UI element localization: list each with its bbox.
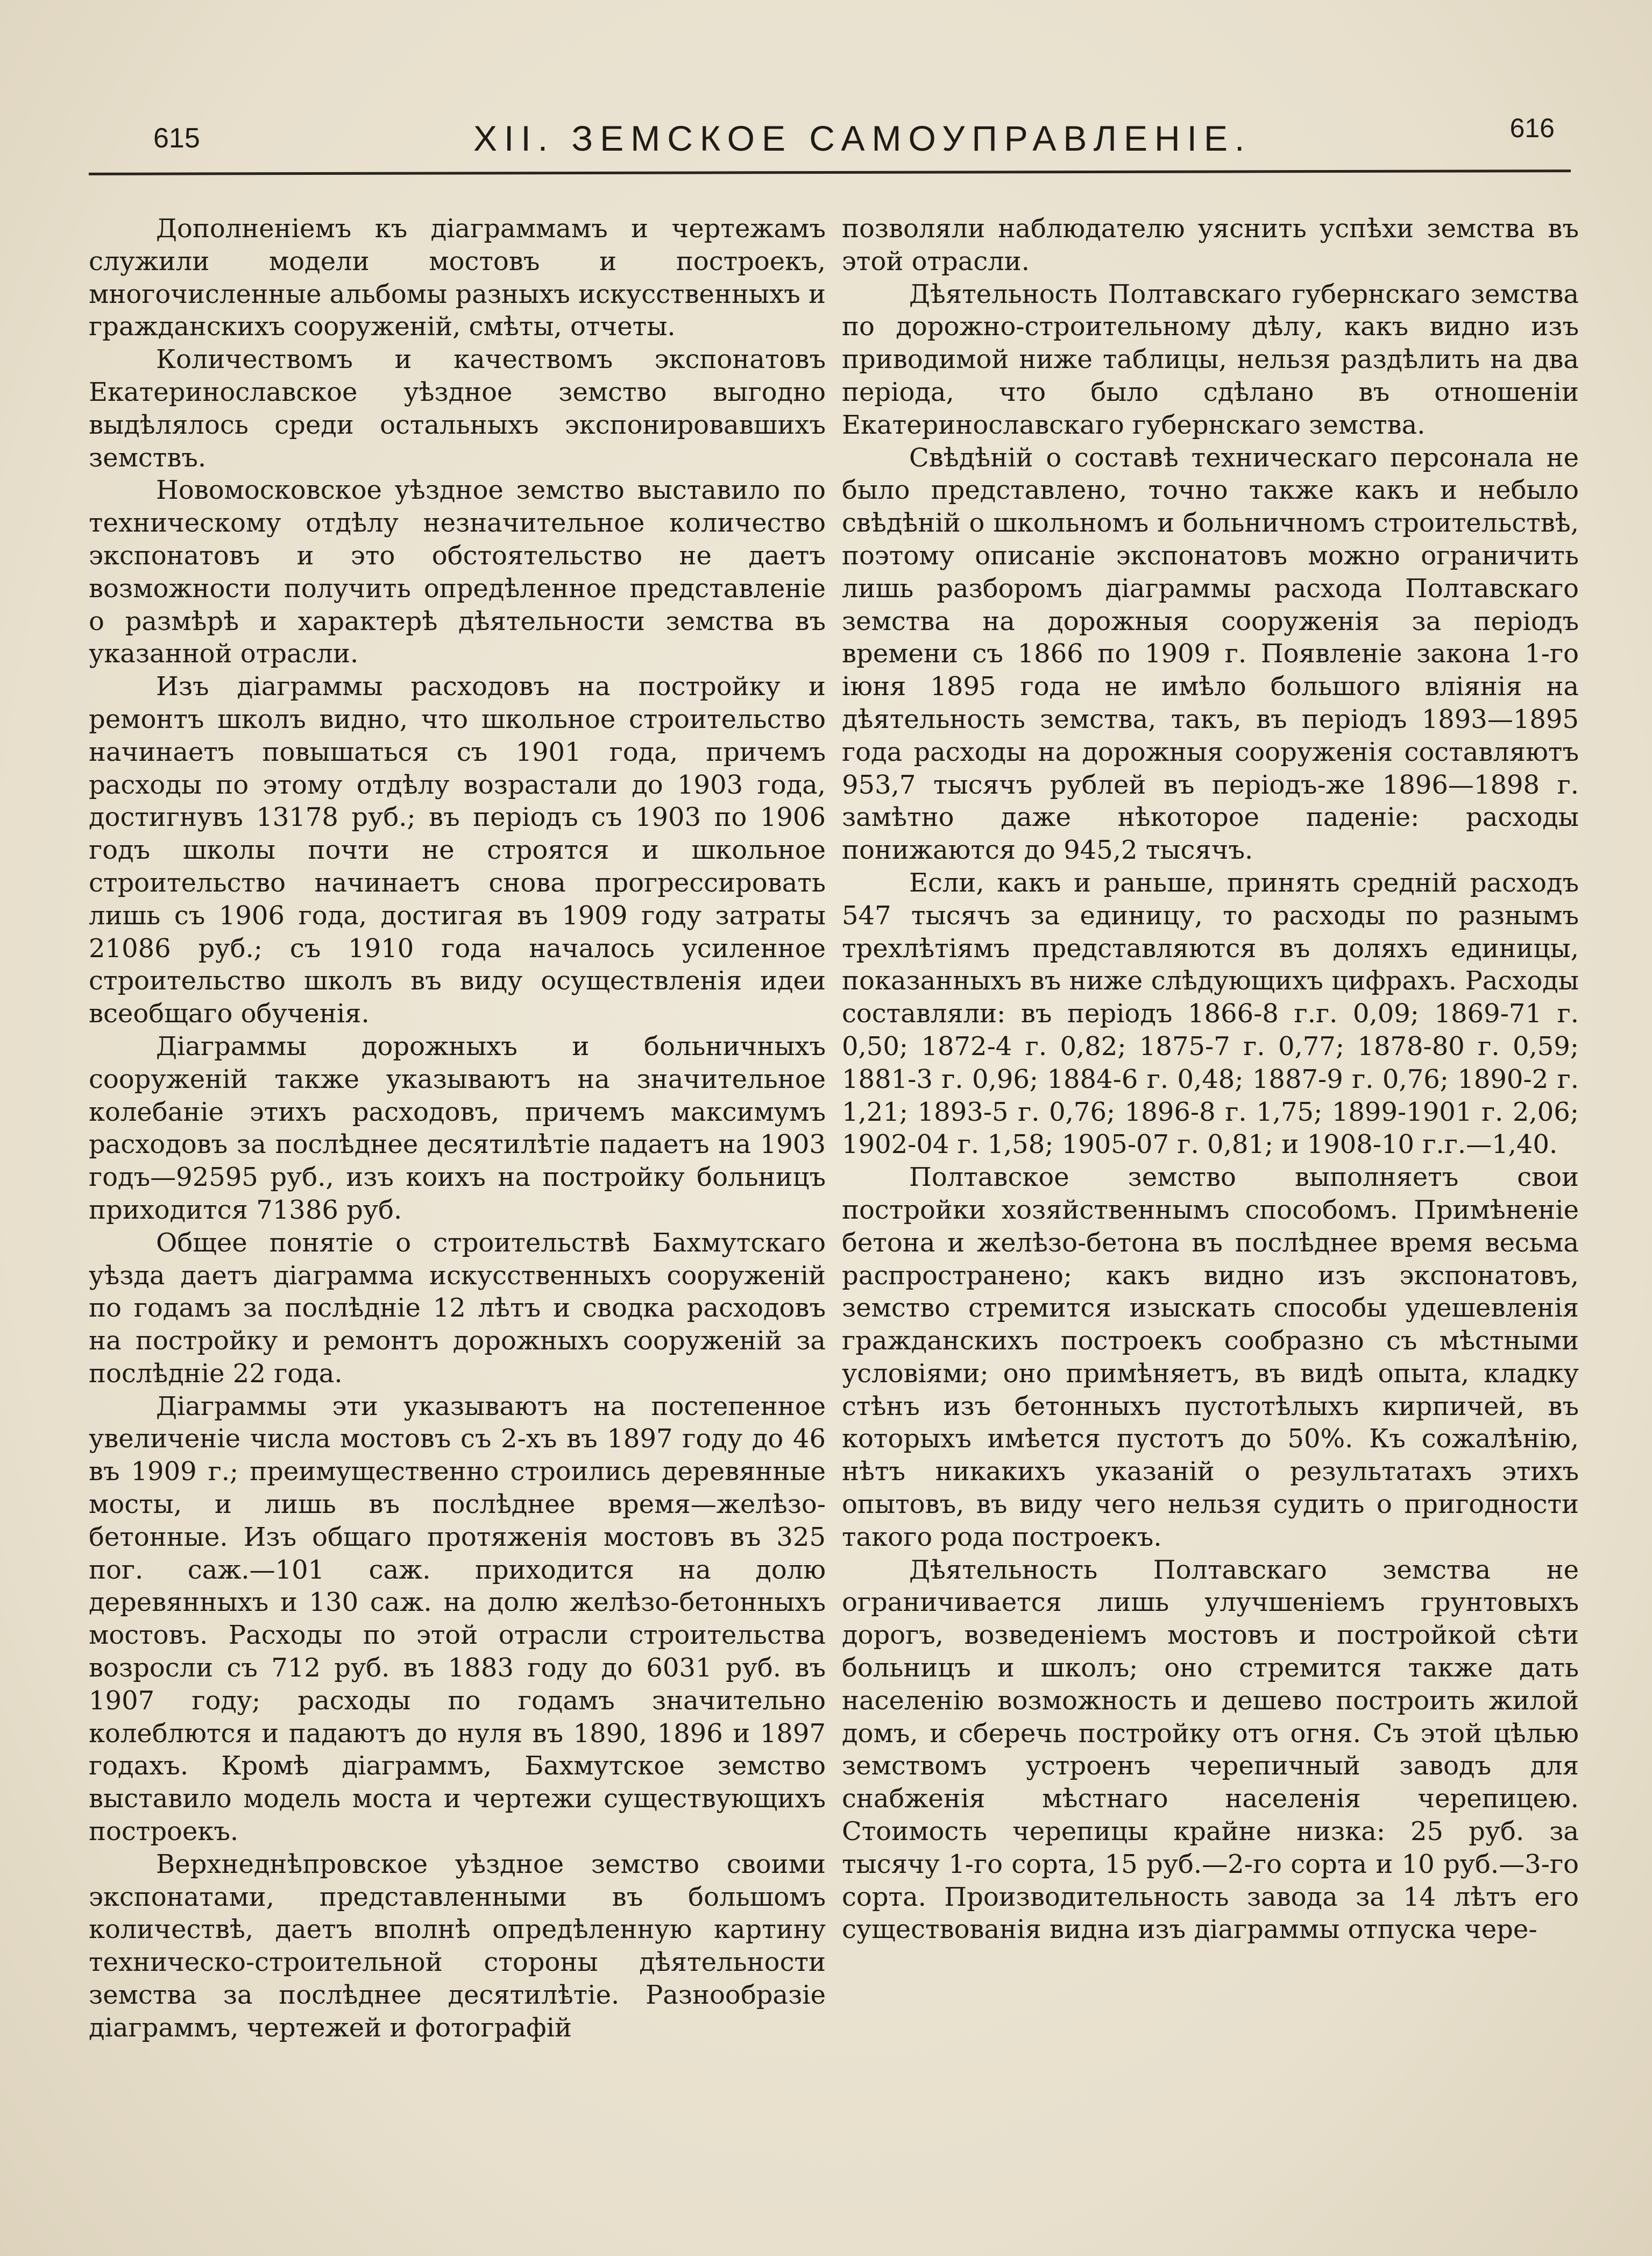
paragraph: Полтавское земство выполняетъ свои постройки хозяйственнымъ способомъ. Примѣненiе бетона и желѣзо-бетона въ послѣднее время весьма распространено; какъ видно изъ экспонатовъ, земство стремится изыскать способы удешевленiя гражданскихъ построекъ сообразно съ мѣстными условiями; оно примѣняетъ, въ видѣ опыта, кладку стѣнъ изъ бетонныхъ пустотѣлыхъ кирпичей, въ которыхъ имѣется пустотъ до 50%. Къ сожалѣнiю, нѣтъ никакихъ указанiй о результатахъ этихъ опытовъ, въ виду чего нельзя судить о пригодности такого рода построекъ. bbox=[842, 1162, 1579, 1552]
paragraph: Дѣятельность Полтавскаго губернскаго земства по дорожно-строительному дѣлу, какъ видно изъ приводимой ниже таблицы, нельзя раздѣлить на два перiода, что было сдѣлано въ отношенiи Екатеринославскаго губернскаго земства. bbox=[842, 279, 1579, 440]
paragraph: Дiаграммы дорожныхъ и больничныхъ сооруженiй также указываютъ на значительное колебанiе этихъ расходовъ, причемъ максимумъ расходовъ за послѣднее десятилѣтiе падаетъ на 1903 годъ—92595 руб., изъ коихъ на постройку больницъ приходится 71386 руб. bbox=[89, 1031, 826, 1225]
paragraph: Общее понятiе о строительствѣ Бахмутскаго уѣзда даетъ дiаграмма искусственныхъ сооруженiй по годамъ за послѣднiе 12 лѣтъ и сводка расходовъ на постройку и ремонтъ дорожныхъ сооруженiй за послѣднiе 22 года. bbox=[89, 1227, 826, 1389]
paragraph: Количествомъ и качествомъ экспонатовъ Екатеринославское уѣздное земство выгодно выдѣлялось среди остальныхъ экспонировавшихъ земствъ. bbox=[89, 344, 826, 473]
paragraph: Верхнеднѣпровское уѣздное земство своими экспонатами, представленными въ большомъ количествѣ, даетъ вполнѣ опредѣленную картину техническо-строительной стороны дѣятельности земства за послѣднее десятилѣтiе. Разнообразiе дiаграммъ, чертежей и фотографiй bbox=[89, 1849, 826, 2043]
paragraph: Если, какъ и раньше, принять среднiй расходъ 547 тысячъ за единицу, то расходы по разнымъ трехлѣтiямъ представляются въ доляхъ единицы, показанныхъ въ ниже слѣдующихъ цифрахъ. Расходы составляли: въ перiодъ 1866-8 г.г. 0,09; 1869-71 г. 0,50; 1872-4 г. 0,82; 1875-7 г. 0,77; 1878-80 г. 0,59; 1881-3 г. 0,96; 1884-6 г. 0,48; 1887-9 г. 0,76; 1890-2 г. 1,21; 1893-5 г. 0,76; 1896-8 г. 1,75; 1899-1901 г. 2,06; 1902-04 г. 1,58; 1905-07 г. 0,81; и 1908-10 г.г.—1,40. bbox=[842, 867, 1579, 1160]
right-column bbox=[842, 213, 1579, 1946]
page-number-left: 615 bbox=[153, 123, 200, 154]
running-title: XII. ЗЕМСКОЕ САМОУПРАВЛЕНIЕ. bbox=[473, 118, 1252, 158]
paragraph: Свѣдѣнiй о составѣ техническаго персонала не было представлено, точно также какъ и небыло свѣдѣнiй о школьномъ и больничномъ строительствѣ, поэтому описанiе экспонатовъ можно ограничить лишь разборомъ дiаграммы расхода Полтавскаго земства на дорожныя сооруженiя за перiодъ времени съ 1866 по 1909 г. Появленiе закона 1-го iюня 1895 года не имѣло большого влiянiя на дѣятельность земства, такъ, въ перiодъ 1893—1895 года расходы на дорожныя сооруженiя составляютъ 953,7 тысячъ рублей въ перiодъ-же 1896—1898 г. замѣтно даже нѣкоторое паденiе: расходы понижаются до 945,2 тысячъ. bbox=[842, 442, 1579, 866]
paragraph: Новомосковское уѣздное земство выставило по техническому отдѣлу незначительное количество экспонатовъ и это обстоятельство не даетъ возможности получить опредѣленное представленiе о размѣрѣ и характерѣ дѣятельности земства въ указанной отрасли. bbox=[89, 475, 826, 669]
header-rule bbox=[89, 169, 1571, 175]
paragraph: Изъ дiаграммы расходовъ на постройку и ремонтъ школъ видно, что школьное строительство начинаетъ повышаться съ 1901 года, причемъ расходы по этому отдѣлу возрастали до 1903 года, достигнувъ 13178 руб.; въ перiодъ съ 1903 по 1906 годъ школы почти не строятся и школьное строительство начинаетъ снова прогрессировать лишь съ 1906 года, достигая въ 1909 году затраты 21086 руб.; съ 1910 года началось усиленное строительство школъ въ виду осуществленiя идеи всеобщаго обученiя. bbox=[89, 671, 826, 1029]
paragraph: Дополненiемъ къ дiаграммамъ и чертежамъ служили модели мостовъ и построекъ, многочисленные альбомы разныхъ искусственныхъ и гражданскихъ сооруженiй, смѣты, отчеты. bbox=[89, 214, 826, 342]
page-number-right: 616 bbox=[1509, 113, 1555, 143]
paragraph: Дѣятельность Полтавскаго земства не ограничивается лишь улучшенiемъ грунтовыхъ дорогъ, возведенiемъ мостовъ и постройкой сѣти больницъ и школъ; оно стремится также дать населенiю возможность и дешево построить жилой домъ, и сберечь постройку отъ огня. Съ этой цѣлью земствомъ устроенъ черепичный заводъ для снабженiя мѣстнаго населенiя черепицею. Стоимость черепицы крайне низка: 25 руб. за тысячу 1-го сорта, 15 руб.—2-го сорта и 10 руб.—3-го сорта. Производительность завода за 14 лѣтъ его существованiя видна изъ дiаграммы отпуска чере- bbox=[842, 1554, 1579, 1945]
left-column bbox=[89, 213, 826, 2045]
page-header bbox=[86, 105, 1576, 169]
paragraph: Дiаграммы эти указываютъ на постепенное увеличенiе числа мостовъ съ 2-хъ въ 1897 году до 46 въ 1909 г.; преимущественно строились деревянные мосты, и лишь въ послѣднее время—желѣзо-бетонные. Изъ общаго протяженiя мостовъ въ 325 пог. саж.—101 саж. приходится на долю деревянныхъ и 130 саж. на долю желѣзо-бетонныхъ мостовъ. Расходы по этой отрасли строительства возросли съ 712 руб. въ 1883 году до 6031 руб. въ 1907 году; расходы по годамъ значительно колеблются и падаютъ до нуля въ 1890, 1896 и 1897 годахъ. Кромѣ дiаграммъ, Бахмутское земство выставило модель моста и чертежи существующихъ построекъ. bbox=[89, 1391, 826, 1847]
paragraph-continued: позволяли наблюдателю уяснить успѣхи земства въ этой отрасли. bbox=[842, 214, 1579, 277]
